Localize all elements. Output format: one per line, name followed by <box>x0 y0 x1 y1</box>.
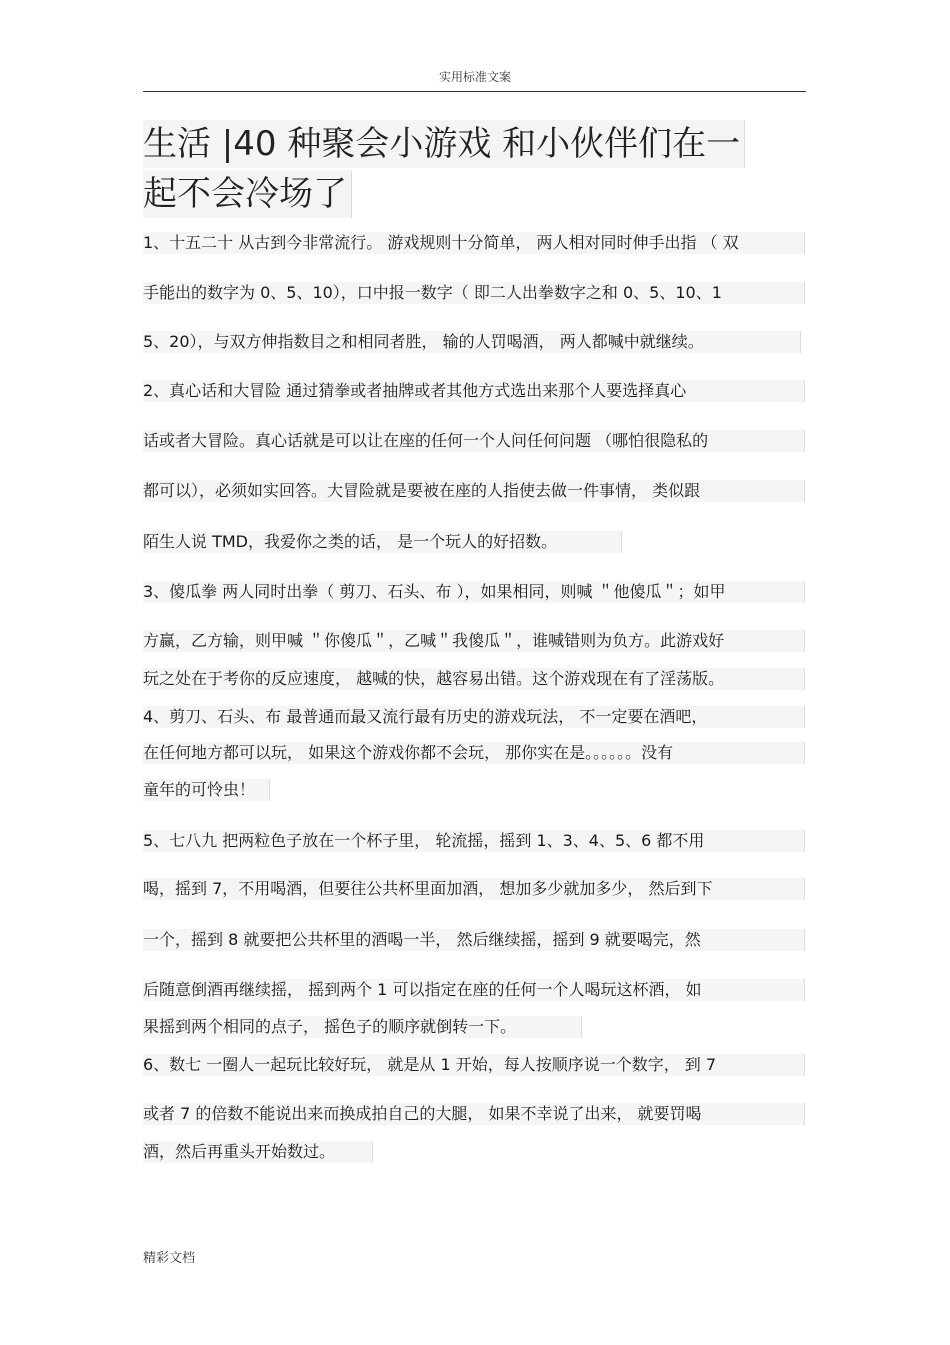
body-line: 后随意倒酒再继续摇， 摇到两个 1 可以指定在座的任何一个人喝玩这杯酒， 如 <box>143 979 805 1001</box>
body-line: 3、傻瓜拳 两人同时出拳（ 剪刀、石头、布 ），如果相同，则喊 ＂他傻瓜＂；如甲 <box>143 581 805 603</box>
body-line: 陌生人说 TMD，我爱你之类的话， 是一个玩人的好招数。 <box>143 531 622 553</box>
body-line: 酒，然后再重头开始数过。 <box>143 1141 373 1163</box>
body-line: 手能出的数字为 0、5、10），口中报一数字（ 即二人出拳数字之和 0、5、10、1 <box>143 282 805 304</box>
article-title-line-2: 起不会冷场了 <box>143 170 352 218</box>
page-header: 实用标准文案 <box>438 70 511 84</box>
body-line: 都可以），必须如实回答。大冒险就是要被在座的人指使去做一件事情， 类似跟 <box>143 480 805 502</box>
body-line: 一个，摇到 8 就要把公共杯里的酒喝一半， 然后继续摇，摇到 9 就要喝完，然 <box>143 929 805 951</box>
body-line: 果摇到两个相同的点子， 摇色子的顺序就倒转一下。 <box>143 1016 582 1038</box>
body-line: 5、七八九 把两粒色子放在一个杯子里， 轮流摇，摇到 1、3、4、5、6 都不用 <box>143 830 805 852</box>
article-title-line-1: 生活 |40 种聚会小游戏 和小伙伴们在一 <box>143 120 745 168</box>
body-line: 方赢，乙方输，则甲喊 ＂你傻瓜＂，乙喊＂我傻瓜＂，谁喊错则为负方。此游戏好 <box>143 630 805 652</box>
body-line: 1、十五二十 从古到今非常流行。 游戏规则十分简单， 两人相对同时伸手出指 （ 双 <box>143 232 805 254</box>
body-line: 童年的可怜虫！ <box>143 779 270 801</box>
body-line: 2、真心话和大冒险 通过猜拳或者抽牌或者其他方式选出来那个人要选择真心 <box>143 380 805 402</box>
body-line: 在任何地方都可以玩， 如果这个游戏你都不会玩， 那你实在是。。。。。。没有 <box>143 742 805 764</box>
body-line: 6、数七 一圈人一起玩比较好玩， 就是从 1 开始，每人按顺序说一个数字， 到 7 <box>143 1054 805 1076</box>
body-line: 喝，摇到 7，不用喝酒，但要往公共杯里面加酒， 想加多少就加多少， 然后到下 <box>143 878 805 900</box>
body-line: 或者 7 的倍数不能说出来而换成拍自己的大腿， 如果不幸说了出来， 就要罚喝 <box>143 1103 805 1125</box>
body-line: 5、20），与双方伸指数目之和相同者胜， 输的人罚喝酒， 两人都喊中就继续。 <box>143 331 801 353</box>
body-line: 4、剪刀、石头、布 最普通而最又流行最有历史的游戏玩法， 不一定要在酒吧， <box>143 706 805 728</box>
body-line: 话或者大冒险。真心话就是可以让在座的任何一个人问任何问题 （哪怕很隐私的 <box>143 430 805 452</box>
body-line: 玩之处在于考你的反应速度， 越喊的快，越容易出错。这个游戏现在有了淫荡版。 <box>143 668 805 690</box>
page-footer: 精彩文档 <box>143 1251 196 1266</box>
header-divider <box>143 91 806 92</box>
